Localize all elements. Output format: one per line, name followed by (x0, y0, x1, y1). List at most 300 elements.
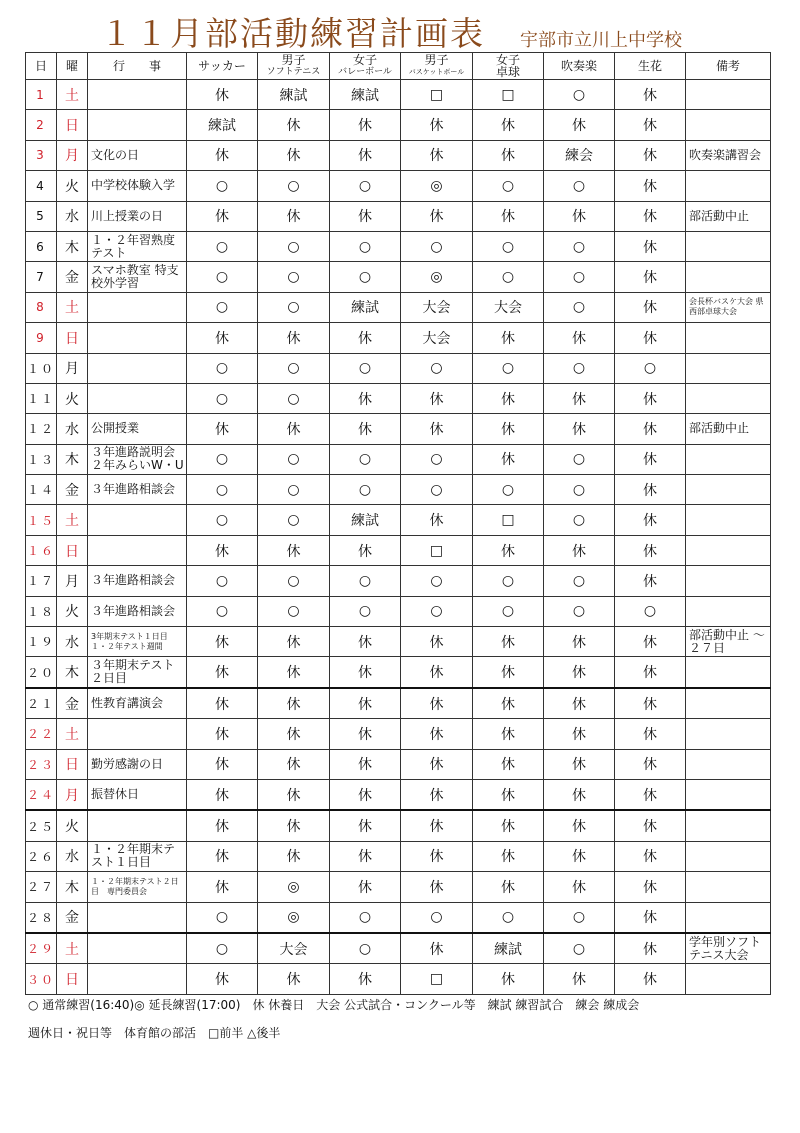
weekday-cell: 土 (57, 933, 88, 964)
table-row (26, 262, 771, 292)
soft-tennis-cell: ◎ (258, 872, 330, 902)
table-tennis-cell: 練試 (473, 933, 544, 964)
notes-cell (686, 323, 771, 353)
volleyball-cell: 休 (330, 872, 401, 902)
soft-tennis-cell: 休 (258, 719, 330, 749)
day-cell: ２０ (26, 657, 57, 688)
volleyball-cell: 休 (330, 627, 401, 657)
volleyball-cell: ○ (330, 475, 401, 505)
day-cell: 8 (26, 292, 57, 322)
table-tennis-cell: 休 (473, 110, 544, 140)
table-tennis-cell: 休 (473, 719, 544, 749)
brass-band-cell: 休 (544, 414, 615, 444)
day-cell: １７ (26, 566, 57, 596)
weekday-cell: 金 (57, 902, 88, 933)
col-table-tennis (473, 53, 544, 80)
table-row (26, 475, 771, 505)
brass-band-cell: ○ (544, 353, 615, 383)
legend-line-2: 週休日・祝日等 体育館の部活 □前半 △後半 (28, 1026, 281, 1040)
table-tennis-cell: 大会 (473, 292, 544, 322)
event-cell: 勤労感謝の日 (88, 749, 187, 779)
basketball-cell: ◎ (401, 262, 473, 292)
brass-band-cell: 休 (544, 201, 615, 231)
table-tennis-cell: □ (473, 80, 544, 110)
table-row (26, 383, 771, 413)
weekday-cell: 日 (57, 110, 88, 140)
volleyball-cell: 休 (330, 414, 401, 444)
soft-tennis-cell: 休 (258, 535, 330, 565)
soft-tennis-cell: ○ (258, 505, 330, 535)
table-row (26, 201, 771, 231)
notes-cell (686, 810, 771, 841)
weekday-cell: 水 (57, 201, 88, 231)
soft-tennis-cell: ○ (258, 383, 330, 413)
weekday-cell: 日 (57, 323, 88, 353)
volleyball-cell: 練試 (330, 292, 401, 322)
table-row (26, 657, 771, 688)
volleyball-cell: 休 (330, 964, 401, 994)
ikebana-cell: 休 (615, 475, 686, 505)
col-soccer: サッカー (187, 53, 258, 80)
brass-band-cell: ○ (544, 933, 615, 964)
weekday-cell: 日 (57, 964, 88, 994)
notes-cell (686, 749, 771, 779)
table-row (26, 596, 771, 626)
soccer-cell: 休 (187, 749, 258, 779)
soft-tennis-cell: 休 (258, 657, 330, 688)
volleyball-cell: 休 (330, 140, 401, 170)
soccer-cell: 休 (187, 657, 258, 688)
basketball-cell: □ (401, 80, 473, 110)
volleyball-cell: 休 (330, 657, 401, 688)
event-cell: ３年期末テスト ２日目 (88, 657, 187, 688)
volleyball-cell: ○ (330, 596, 401, 626)
day-cell: 5 (26, 201, 57, 231)
ikebana-cell: 休 (615, 902, 686, 933)
brass-band-cell: ○ (544, 475, 615, 505)
brass-band-cell: 練会 (544, 140, 615, 170)
day-cell: 2 (26, 110, 57, 140)
day-cell: １４ (26, 475, 57, 505)
soft-tennis-cell: ○ (258, 566, 330, 596)
soccer-cell: 休 (187, 80, 258, 110)
table-tennis-cell: 休 (473, 201, 544, 231)
volleyball-cell: 休 (330, 719, 401, 749)
day-cell: ２６ (26, 841, 57, 871)
notes-cell (686, 444, 771, 474)
soft-tennis-cell: 休 (258, 627, 330, 657)
col-volleyball-top: 女子 (352, 53, 377, 67)
ikebana-cell: 休 (615, 657, 686, 688)
table-row (26, 171, 771, 201)
basketball-cell: ○ (401, 231, 473, 261)
day-cell: １０ (26, 353, 57, 383)
volleyball-cell: 休 (330, 535, 401, 565)
page-title: １１月部活動練習計画表 (100, 14, 485, 53)
basketball-cell: ○ (401, 475, 473, 505)
day-cell: ２８ (26, 902, 57, 933)
event-cell (88, 810, 187, 841)
table-tennis-cell: 休 (473, 841, 544, 871)
soccer-cell: ○ (187, 262, 258, 292)
day-cell: ２２ (26, 719, 57, 749)
table-row (26, 110, 771, 140)
basketball-cell: 休 (401, 719, 473, 749)
brass-band-cell: ○ (544, 231, 615, 261)
event-cell: 性教育講演会 (88, 688, 187, 719)
ikebana-cell: 休 (615, 201, 686, 231)
soft-tennis-cell: ○ (258, 171, 330, 201)
day-cell: １９ (26, 627, 57, 657)
ikebana-cell: 休 (615, 535, 686, 565)
day-cell: １２ (26, 414, 57, 444)
volleyball-cell: ○ (330, 231, 401, 261)
volleyball-cell: ○ (330, 902, 401, 933)
soft-tennis-cell: ○ (258, 353, 330, 383)
soccer-cell: 休 (187, 201, 258, 231)
weekday-cell: 火 (57, 383, 88, 413)
weekday-cell: 月 (57, 140, 88, 170)
brass-band-cell: 休 (544, 627, 615, 657)
col-weekday: 曜 (57, 53, 88, 80)
col-brass-band: 吹奏楽 (544, 53, 615, 80)
table-tennis-cell: ○ (473, 902, 544, 933)
brass-band-cell: 休 (544, 872, 615, 902)
weekday-cell: 水 (57, 841, 88, 871)
table-row (26, 292, 771, 322)
col-soft-tennis-top: 男子 (281, 53, 306, 67)
col-volleyball (330, 53, 401, 80)
soft-tennis-cell: 休 (258, 140, 330, 170)
notes-cell (686, 383, 771, 413)
brass-band-cell: ○ (544, 902, 615, 933)
brass-band-cell: ○ (544, 596, 615, 626)
notes-cell (686, 566, 771, 596)
soft-tennis-cell: 休 (258, 749, 330, 779)
event-cell: ３年進路説明会 ２年みらいW・U (88, 444, 187, 474)
col-soft-tennis (258, 53, 330, 80)
soft-tennis-cell: 休 (258, 201, 330, 231)
event-cell (88, 323, 187, 353)
basketball-cell: ○ (401, 444, 473, 474)
header-row (26, 53, 771, 80)
soft-tennis-cell: 休 (258, 688, 330, 719)
notes-cell (686, 872, 771, 902)
soccer-cell: 休 (187, 140, 258, 170)
day-cell: 7 (26, 262, 57, 292)
col-volleyball-bottom: バレーボール (338, 67, 392, 77)
table-tennis-cell: 休 (473, 810, 544, 841)
notes-cell (686, 719, 771, 749)
basketball-cell: ○ (401, 566, 473, 596)
basketball-cell: 休 (401, 779, 473, 810)
ikebana-cell: 休 (615, 964, 686, 994)
soft-tennis-cell: ◎ (258, 902, 330, 933)
brass-band-cell: ○ (544, 171, 615, 201)
volleyball-cell: 休 (330, 110, 401, 140)
table-tennis-cell: ○ (473, 566, 544, 596)
table-tennis-cell: 休 (473, 535, 544, 565)
notes-cell (686, 841, 771, 871)
brass-band-cell: 休 (544, 749, 615, 779)
col-table-tennis-bottom: 卓球 (495, 65, 520, 79)
ikebana-cell: 休 (615, 323, 686, 353)
ikebana-cell: 休 (615, 80, 686, 110)
soft-tennis-cell: 休 (258, 414, 330, 444)
brass-band-cell: 休 (544, 110, 615, 140)
table-row (26, 627, 771, 657)
basketball-cell: 休 (401, 627, 473, 657)
soccer-cell: 休 (187, 535, 258, 565)
volleyball-cell: 練試 (330, 505, 401, 535)
notes-cell (686, 110, 771, 140)
day-cell: ２４ (26, 779, 57, 810)
table-tennis-cell: ○ (473, 231, 544, 261)
brass-band-cell: ○ (544, 505, 615, 535)
event-cell (88, 353, 187, 383)
soft-tennis-cell: 休 (258, 323, 330, 353)
soccer-cell: 休 (187, 627, 258, 657)
table-tennis-cell: 休 (473, 383, 544, 413)
table-tennis-cell: ○ (473, 475, 544, 505)
volleyball-cell: ○ (330, 353, 401, 383)
ikebana-cell: 休 (615, 292, 686, 322)
brass-band-cell: ○ (544, 262, 615, 292)
brass-band-cell: 休 (544, 383, 615, 413)
day-cell: 6 (26, 231, 57, 261)
brass-band-cell: 休 (544, 657, 615, 688)
soft-tennis-cell: ○ (258, 231, 330, 261)
weekday-cell: 木 (57, 872, 88, 902)
brass-band-cell: 休 (544, 719, 615, 749)
day-cell: １８ (26, 596, 57, 626)
legend-line-1: ○ 通常練習(16:40)◎ 延長練習(17:00) 休 休養日 大会 公式試合・コンクール等 練試 練習試合 練会 練成会 (28, 998, 640, 1012)
soccer-cell: ○ (187, 933, 258, 964)
volleyball-cell: 休 (330, 841, 401, 871)
col-basketball-bottom: バスケットボール (408, 68, 465, 76)
weekday-cell: 木 (57, 657, 88, 688)
event-cell: 3年期末テスト１日目 １・２年テスト週間 (88, 627, 187, 657)
col-event: 行 事 (88, 53, 187, 80)
soccer-cell: ○ (187, 475, 258, 505)
weekday-cell: 火 (57, 596, 88, 626)
weekday-cell: 金 (57, 262, 88, 292)
notes-cell (686, 596, 771, 626)
brass-band-cell: 休 (544, 841, 615, 871)
volleyball-cell: 休 (330, 201, 401, 231)
table-tennis-cell: ○ (473, 596, 544, 626)
brass-band-cell: ○ (544, 566, 615, 596)
day-cell: １３ (26, 444, 57, 474)
table-tennis-cell: 休 (473, 964, 544, 994)
ikebana-cell: 休 (615, 262, 686, 292)
event-cell: ３年進路相談会 (88, 566, 187, 596)
basketball-cell: 休 (401, 110, 473, 140)
soccer-cell: ○ (187, 505, 258, 535)
weekday-cell: 土 (57, 292, 88, 322)
volleyball-cell: 休 (330, 383, 401, 413)
volleyball-cell: ○ (330, 566, 401, 596)
volleyball-cell: 休 (330, 688, 401, 719)
event-cell: 振替休日 (88, 779, 187, 810)
event-cell: スマホ教室 特支校外学習 (88, 262, 187, 292)
col-basketball (401, 53, 473, 80)
basketball-cell: ○ (401, 353, 473, 383)
notes-cell (686, 657, 771, 688)
soft-tennis-cell: 休 (258, 841, 330, 871)
soft-tennis-cell: ○ (258, 475, 330, 505)
brass-band-cell: 休 (544, 323, 615, 353)
event-cell: 文化の日 (88, 140, 187, 170)
notes-cell (686, 475, 771, 505)
table-tennis-cell: 休 (473, 140, 544, 170)
soccer-cell: 休 (187, 414, 258, 444)
brass-band-cell: 休 (544, 810, 615, 841)
notes-cell (686, 535, 771, 565)
ikebana-cell: 休 (615, 110, 686, 140)
day-cell: 1 (26, 80, 57, 110)
basketball-cell: 休 (401, 140, 473, 170)
weekday-cell: 水 (57, 414, 88, 444)
soft-tennis-cell: 大会 (258, 933, 330, 964)
event-cell: 川上授業の日 (88, 201, 187, 231)
day-cell: ２３ (26, 749, 57, 779)
notes-cell (686, 353, 771, 383)
event-cell (88, 535, 187, 565)
volleyball-cell: ○ (330, 933, 401, 964)
event-cell (88, 964, 187, 994)
volleyball-cell: 休 (330, 779, 401, 810)
day-cell: ３０ (26, 964, 57, 994)
soft-tennis-cell: 休 (258, 779, 330, 810)
weekday-cell: 火 (57, 171, 88, 201)
soccer-cell: 休 (187, 964, 258, 994)
weekday-cell: 金 (57, 475, 88, 505)
ikebana-cell: ○ (615, 596, 686, 626)
soccer-cell: 練試 (187, 110, 258, 140)
soccer-cell: ○ (187, 444, 258, 474)
ikebana-cell: 休 (615, 383, 686, 413)
notes-cell: 部活動中止 ～２７日 (686, 627, 771, 657)
basketball-cell: ○ (401, 596, 473, 626)
notes-cell (686, 688, 771, 719)
table-row (26, 231, 771, 261)
ikebana-cell: 休 (615, 231, 686, 261)
table-row (26, 80, 771, 110)
table-tennis-cell: 休 (473, 444, 544, 474)
weekday-cell: 木 (57, 444, 88, 474)
day-cell: 3 (26, 140, 57, 170)
basketball-cell: □ (401, 964, 473, 994)
soft-tennis-cell: ○ (258, 444, 330, 474)
notes-cell: 部活動中止 (686, 414, 771, 444)
event-cell: ３年進路相談会 (88, 596, 187, 626)
soccer-cell: ○ (187, 902, 258, 933)
table-tennis-cell: ○ (473, 353, 544, 383)
school-name: 宇部市立川上中学校 (520, 30, 682, 51)
ikebana-cell: 休 (615, 627, 686, 657)
schedule-table (25, 52, 771, 995)
table-row (26, 841, 771, 871)
table-row (26, 933, 771, 964)
table-tennis-cell: ○ (473, 171, 544, 201)
ikebana-cell: 休 (615, 810, 686, 841)
event-cell: １・２年習熟度テスト (88, 231, 187, 261)
brass-band-cell: 休 (544, 688, 615, 719)
soccer-cell: ○ (187, 383, 258, 413)
notes-cell: 部活動中止 (686, 201, 771, 231)
table-tennis-cell: 休 (473, 779, 544, 810)
table-row (26, 964, 771, 994)
ikebana-cell: 休 (615, 841, 686, 871)
weekday-cell: 木 (57, 231, 88, 261)
soccer-cell: 休 (187, 719, 258, 749)
table-row (26, 505, 771, 535)
brass-band-cell: ○ (544, 292, 615, 322)
col-basketball-top: 男子 (424, 53, 449, 67)
basketball-cell: 休 (401, 383, 473, 413)
table-row (26, 779, 771, 810)
basketball-cell: 休 (401, 688, 473, 719)
soccer-cell: ○ (187, 231, 258, 261)
table-row (26, 872, 771, 902)
volleyball-cell: 練試 (330, 80, 401, 110)
weekday-cell: 水 (57, 627, 88, 657)
day-cell: ２５ (26, 810, 57, 841)
soccer-cell: 休 (187, 810, 258, 841)
table-tennis-cell: 休 (473, 414, 544, 444)
col-notes: 備考 (686, 53, 771, 80)
notes-cell (686, 171, 771, 201)
volleyball-cell: 休 (330, 323, 401, 353)
day-cell: 4 (26, 171, 57, 201)
event-cell (88, 933, 187, 964)
table-tennis-cell: 休 (473, 627, 544, 657)
table-row (26, 414, 771, 444)
table-row (26, 749, 771, 779)
event-cell (88, 80, 187, 110)
brass-band-cell: 休 (544, 535, 615, 565)
ikebana-cell: 休 (615, 505, 686, 535)
event-cell (88, 292, 187, 322)
basketball-cell: 休 (401, 414, 473, 444)
soccer-cell: ○ (187, 596, 258, 626)
notes-cell (686, 779, 771, 810)
soccer-cell: 休 (187, 779, 258, 810)
table-row (26, 323, 771, 353)
weekday-cell: 土 (57, 719, 88, 749)
basketball-cell: ○ (401, 902, 473, 933)
weekday-cell: 日 (57, 535, 88, 565)
event-cell (88, 505, 187, 535)
basketball-cell: 休 (401, 749, 473, 779)
ikebana-cell: ○ (615, 353, 686, 383)
day-cell: ２１ (26, 688, 57, 719)
notes-cell: 学年別ソフトテニス大会 (686, 933, 771, 964)
ikebana-cell: 休 (615, 140, 686, 170)
soft-tennis-cell: 練試 (258, 80, 330, 110)
table-row (26, 140, 771, 170)
ikebana-cell: 休 (615, 779, 686, 810)
volleyball-cell: 休 (330, 810, 401, 841)
soccer-cell: 休 (187, 872, 258, 902)
volleyball-cell: ○ (330, 171, 401, 201)
basketball-cell: 休 (401, 505, 473, 535)
basketball-cell: 休 (401, 657, 473, 688)
basketball-cell: 大会 (401, 323, 473, 353)
table-row (26, 535, 771, 565)
col-soft-tennis-bottom: ソフトテニス (266, 67, 321, 77)
